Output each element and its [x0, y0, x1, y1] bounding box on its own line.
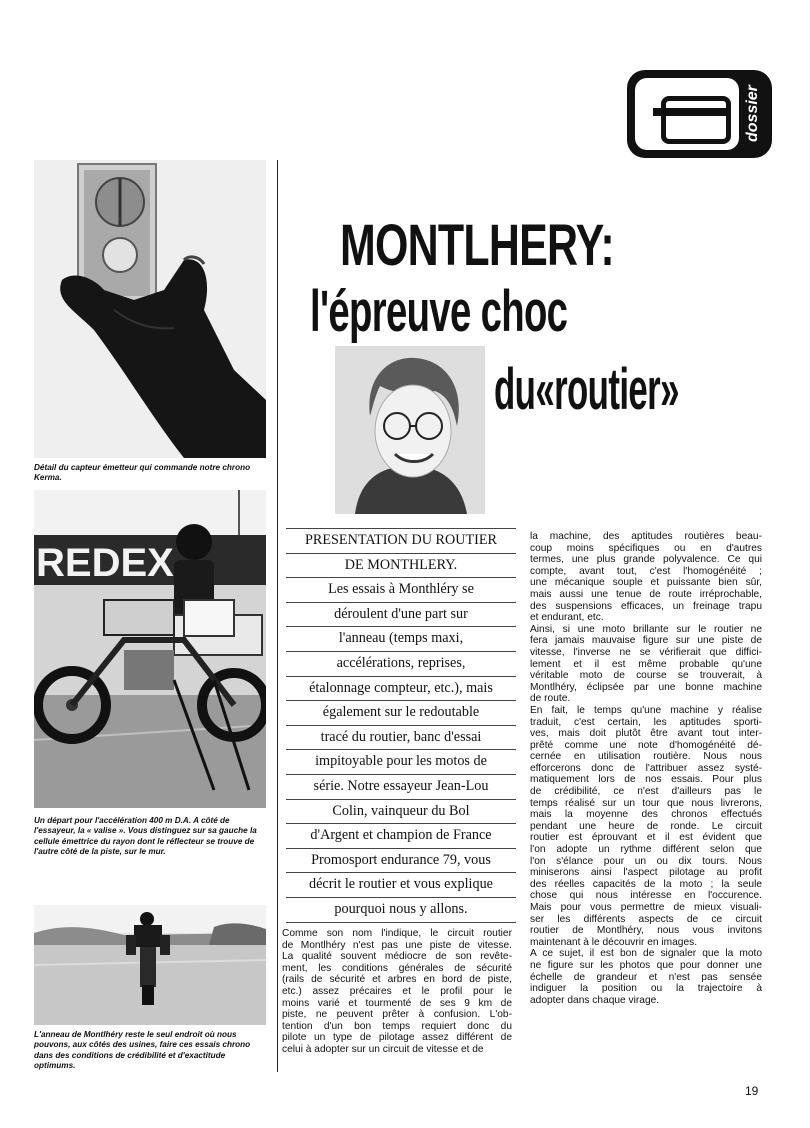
column-divider [277, 160, 278, 1072]
body-line: A ce sujet, il est bon de signaler que la moto [530, 948, 762, 960]
body-line: pendant une heure de ronde. Le circuit [530, 820, 762, 832]
body-line: lement et il est même probable qu'une [530, 658, 762, 670]
page-number: 19 [745, 1084, 759, 1098]
body-line: efforcerons donc de l'attribuer assez systé- [530, 762, 762, 774]
body-line: des suspensions efficaces, un freinage trapu [530, 600, 762, 612]
body-line: de crédibilité, ce n'est d'ailleurs pas le [530, 786, 762, 798]
presentation-line: pourquoi nous y allons. [286, 898, 516, 923]
body-line: pilote un type de pilotage assez différent de [282, 1032, 512, 1044]
presentation-line: déroulent d'une part sur [286, 603, 516, 628]
presentation-line: décrit le routier et vous explique [286, 873, 516, 898]
body-line: l'on adopte un rythme différent selon que [530, 844, 762, 856]
presentation-line: Colin, vainqueur du Bol [286, 800, 516, 825]
body-line: matiquement lors de nos essais. Pour plus [530, 774, 762, 786]
body-line: de route. [530, 693, 571, 705]
presentation-line: DE MONTHLERY. [286, 554, 516, 579]
body-line: ment, les conditions générales de sécurité [282, 962, 512, 974]
body-line: chose qui nous intéresse en l'occurence. [530, 890, 762, 902]
dossier-label: dossier [744, 85, 761, 143]
body-line: compte, avant tout, c'est l'homogénéité ; [530, 565, 762, 577]
body-line: routier est éprouvant et il est évident que [530, 832, 762, 844]
body-line: ves, mais doit plutôt être avant tout inter- [530, 728, 762, 740]
body-line: mais la moyenne des chronos effectués [530, 809, 762, 821]
presentation-line: PRESENTATION DU ROUTIER [286, 528, 516, 554]
body-line: véritable moto de course se trouverait, à [530, 670, 762, 682]
body-line: piste, ne peuvent prêter à confusion. L'ob- [282, 1009, 512, 1021]
presentation-line: série. Notre essayeur Jean-Lou [286, 775, 516, 800]
body-line: traduit, c'est certain, les aptitudes sporti- [530, 716, 762, 728]
body-line: Comme son nom l'indique, le circuit routier [282, 928, 512, 939]
redex-banner-text: REDEX [36, 541, 174, 585]
body-line: etc.) assez précaires et le profil pour le [282, 985, 512, 997]
body-line: indiguer la position ou la trajectoire à [530, 983, 762, 995]
body-line: des réelles capacités de la moto ; la seule [530, 878, 762, 890]
body-line: adopter dans chaque virage. [530, 994, 660, 1006]
presentation-line: Promosport endurance 79, vous [286, 849, 516, 874]
body-line: (rails de sécurité et arbres en bord de piste, [282, 974, 512, 986]
presentation-line: Les essais à Monthléry se [286, 578, 516, 603]
body-line: termes, une plus grande polyvalence. Ce qui [530, 554, 762, 566]
body-line: moins varié et tourmenté de ses 9 km de [282, 997, 512, 1009]
body-line: En fait, le temps qu'une machine y réalise [530, 704, 762, 716]
presentation-line: accélérations, reprises, [286, 652, 516, 677]
body-line: une mécanique souple et puissante bien sûr, [530, 577, 762, 589]
photo-anneau-rider [34, 905, 266, 1025]
body-line: routier de Montlhéry, nous vous invitons [530, 925, 762, 937]
body-line: temps réalisé sur un tour que nous livrerons, [530, 797, 762, 809]
body-line: tention d'un bon temps requiert donc du [282, 1020, 512, 1032]
headline-line-2: l'épreuve choc [310, 279, 568, 344]
body-line: et endurant, etc. [530, 612, 604, 624]
body-line: fera jamais mauvaise figure sur une piste de [530, 635, 762, 647]
body-line: ser les différents aspects de ce circuit [530, 913, 762, 925]
body-line: mais aussi une tenue de route irréprochable, [530, 588, 762, 600]
body-line: miniserons ainsi l'aspect pilotage au profit [530, 867, 762, 879]
photo-acceleration-start [34, 490, 266, 808]
body-line: coup moins spécifiques ou en d'autres [530, 542, 762, 554]
body-line: la machine, des aptitudes routières beau- [530, 531, 762, 542]
body-line: La qualité souvent médiocre de son revête- [282, 951, 512, 963]
presentation-line: étalonnage compteur, etc.), mais [286, 677, 516, 702]
body-line: cernée en utilisation routière. Nous nous [530, 751, 762, 763]
caption-photo-1: Détail du capteur émetteur qui commande notre chrono Kerma. [34, 463, 251, 483]
presentation-line: tracé du routier, banc d'essai [286, 726, 516, 751]
body-line: Mais pour vous permettre de mieux visuali- [530, 902, 762, 913]
presentation-line: l'anneau (temps maxi, [286, 627, 516, 652]
headline-line-1: MONTLHERY: [340, 213, 614, 278]
suitcase-icon [635, 78, 739, 150]
photo-sensor-hand [34, 160, 266, 458]
presentation-line: également sur le redoutable [286, 701, 516, 726]
presentation-box [286, 528, 516, 923]
body-line: l'on s'élance pour un ou dix tours. Nous [530, 855, 762, 867]
body-line: celui à adopter sur un circuit de vitesse et de [282, 1043, 484, 1055]
dossier-logo [627, 70, 772, 158]
body-column-left [282, 928, 512, 1056]
presentation-line: impitoyable pour les motos de [286, 750, 516, 775]
body-line: Ainsi, si une moto brillante sur le routier ne [530, 623, 762, 635]
body-line: Montlhéry, éclipsée par une bonne machine [530, 681, 762, 693]
body-line: échelle de grandeur et n'est pas sensée [530, 971, 762, 983]
body-line: maintenant à le découvrir en images. [530, 936, 698, 948]
headline-line-3: du«routier» [494, 357, 679, 422]
caption-photo-2: Un départ pour l'accélération 400 m D.A. A côté de l'essayeur, la « valise ». Vous distinguez sur sa gauche la cellule émettrice du rayon dont le réflecteur se trouve de l'autre côté de la piste, sur le mur. [34, 816, 257, 856]
caption-photo-3: L'anneau de Montlhéry reste le seul endroit où nous pouvons, aux côtés des usines, faire ces essais chrono dans des conditions de crédibilité et d'exactitude optimums. [34, 1030, 251, 1070]
body-line: prêté comme une note d'homogénéité dé- [530, 739, 762, 751]
photo-portrait-jean-lou-colin [335, 346, 485, 514]
body-line: ne figure sur les photos que pour donner une [530, 959, 762, 971]
presentation-line: d'Argent et champion de France [286, 824, 516, 849]
body-line: de Montlhéry n'est pas une piste de vitesse. [282, 939, 512, 951]
body-column-right [530, 531, 762, 1006]
body-line: vitesse, l'inverse ne se vérifierait que diffici- [530, 646, 762, 658]
